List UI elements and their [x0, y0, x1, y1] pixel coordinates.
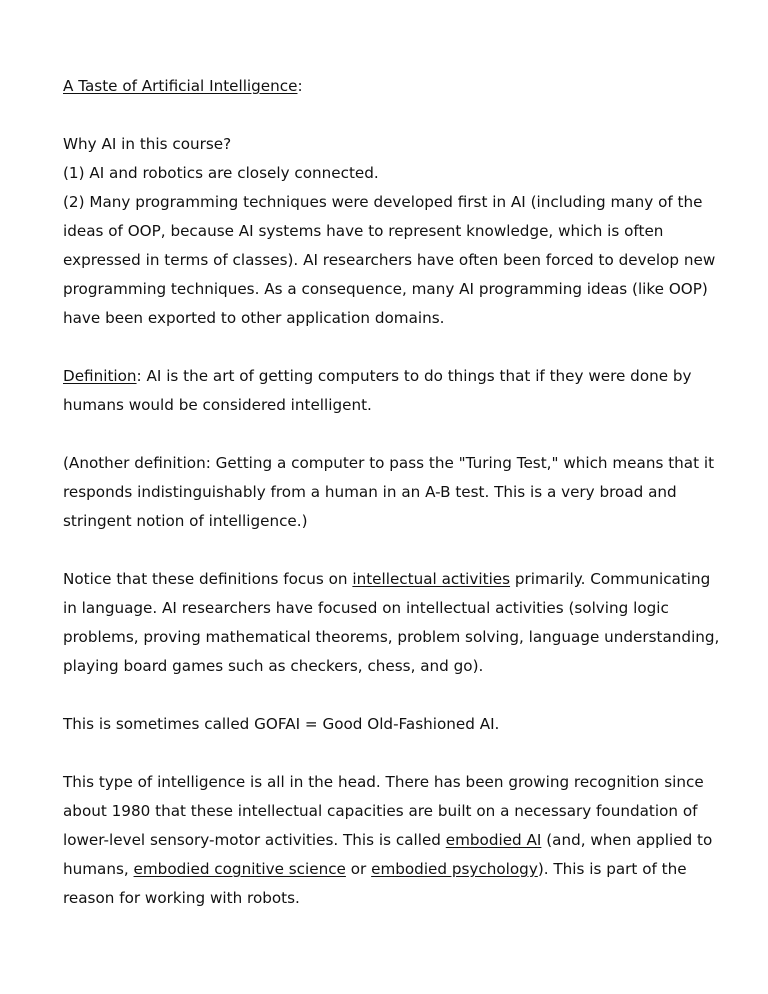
gofai-paragraph: This is sometimes called GOFAI = Good Old-Fashioned AI. [63, 715, 500, 733]
definition-term: Definition [63, 367, 137, 385]
paragraph-gap [63, 333, 723, 362]
document-heading [63, 72, 723, 101]
definition-text: : AI is the art of getting computers to do things that if they were done by humans would be considered intelligent. [63, 367, 692, 414]
embodied-ai-term: embodied AI [445, 831, 542, 849]
paragraph-gap [63, 536, 723, 565]
embodied-part-4: ). This is part of the reason for working with robots. [63, 860, 687, 907]
heading-suffix: : [297, 77, 303, 95]
embodied-cognitive-science-term: embodied cognitive science [133, 860, 346, 878]
paragraph-gap [63, 420, 723, 449]
notice-before: Notice that these definitions focus on [63, 570, 353, 588]
why-point-2: (2) Many programming techniques were developed first in AI (including many of the ideas of OOP, because AI systems have to represent knowledge, which is often expressed in terms of classes). AI researchers have often been forced to develop new programming techniques. As a consequence, many AI programming ideas (like OOP) have been exported to other application domains. [63, 193, 716, 327]
why-question: Why AI in this course? [63, 135, 232, 153]
heading-title: A Taste of Artificial Intelligence [63, 77, 298, 95]
embodied-part-1: This type of intelligence is all in the head. There has been growing recognition since about 1980 that these intellectual capacities are built on a necessary foundation of lower-level sensory-motor activities. This is called [63, 773, 704, 849]
embodied-part-2: (and, when applied to humans, [63, 831, 713, 878]
document-page [63, 72, 723, 913]
paragraph-gap [63, 681, 723, 710]
notice-paragraph [63, 565, 723, 681]
definition-paragraph [63, 362, 723, 420]
paragraph-gap [63, 101, 723, 130]
embodied-paragraph [63, 768, 723, 913]
paragraph-gap [63, 739, 723, 768]
why-point-1: (1) AI and robotics are closely connected. [63, 164, 379, 182]
embodied-psychology-term: embodied psychology [371, 860, 538, 878]
embodied-part-3: or [345, 860, 372, 878]
notice-term: intellectual activities [352, 570, 511, 588]
another-definition-paragraph: (Another definition: Getting a computer to pass the "Turing Test," which means that it responds indistinguishably from a human in an A-B test. This is a very broad and stringent notion of intelligence.) [63, 454, 715, 530]
notice-after: primarily. Communicating in language. AI researchers have focused on intellectual activities (solving logic problems, proving mathematical theorems, problem solving, language understanding, playing board games such as checkers, chess, and go). [63, 570, 720, 675]
